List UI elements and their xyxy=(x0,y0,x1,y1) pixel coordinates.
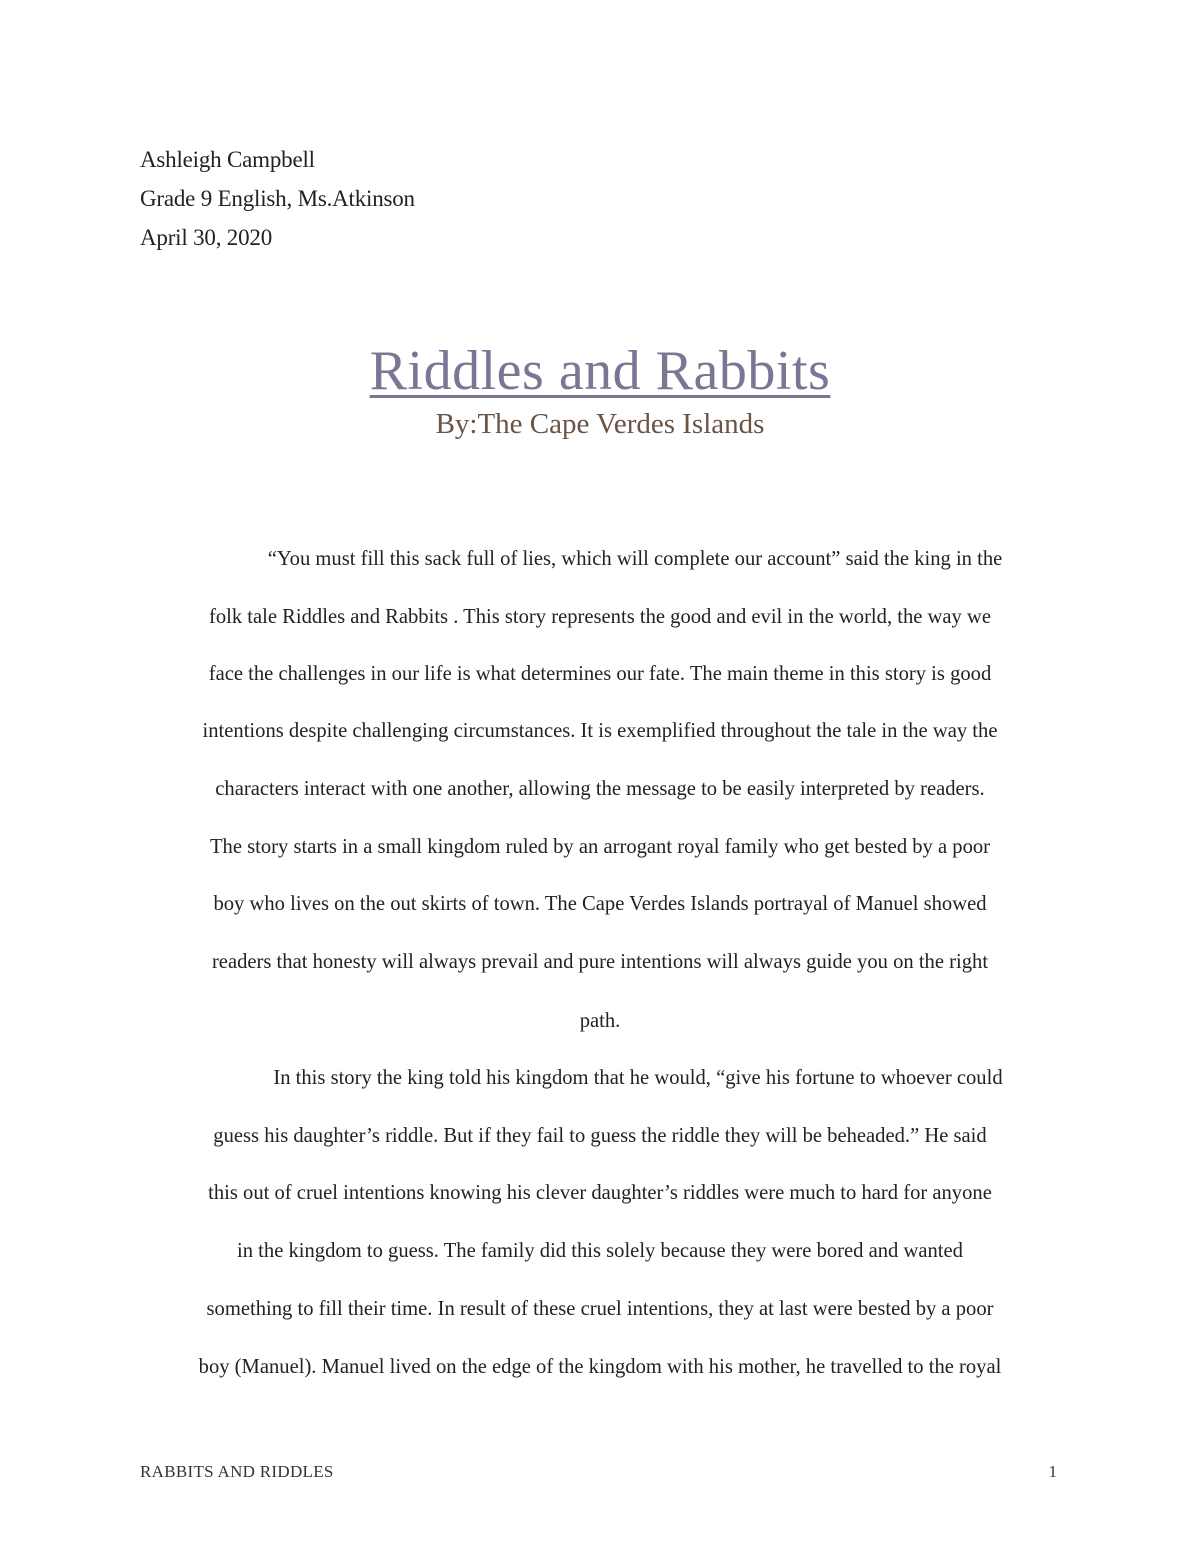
body-line: in the kingdom to guess. The family did this solely because they were bored and wanted xyxy=(237,1240,963,1262)
essay-date: April 30, 2020 xyxy=(140,225,272,250)
author-header xyxy=(140,140,415,257)
body-line: intentions despite challenging circumstances. It is exemplified throughout the tale in the way the xyxy=(202,720,998,742)
body-line: boy (Manuel). Manuel lived on the edge of the kingdom with his mother, he travelled to the royal xyxy=(198,1356,1002,1378)
body-line: something to fill their time. In result of these cruel intentions, they at last were bested by a poor xyxy=(206,1298,994,1320)
essay-subtitle: By:The Cape Verdes Islands xyxy=(435,408,765,440)
body-line: folk tale Riddles and Rabbits . This story represents the good and evil in the world, the way we xyxy=(208,606,992,628)
body-line: In this story the king told his kingdom that he would, “give his fortune to whoever could xyxy=(273,1067,1003,1089)
body-line: path. xyxy=(579,1010,621,1032)
body-line: this out of cruel intentions knowing his clever daughter’s riddles were much to hard for anyone xyxy=(208,1182,992,1204)
body-line: face the challenges in our life is what determines our fate. The main theme in this story is good xyxy=(208,663,992,685)
body-line: boy who lives on the out skirts of town. The Cape Verdes Islands portrayal of Manuel showed xyxy=(213,893,987,915)
body-line: guess his daughter’s riddle. But if they fail to guess the riddle they will be beheaded.” He said xyxy=(213,1125,987,1147)
page-number: 1 xyxy=(1048,1462,1057,1481)
course-name: Grade 9 English, Ms.Atkinson xyxy=(140,186,415,211)
body-line: readers that honesty will always prevail and pure intentions will always guide you on the right xyxy=(211,951,989,973)
body-line: The story starts in a small kingdom ruled by an arrogant royal family who get bested by a poor xyxy=(209,836,991,858)
essay-title: Riddles and Rabbits xyxy=(369,340,831,402)
running-head: RABBITS AND RIDDLES xyxy=(140,1462,334,1481)
body-line: characters interact with one another, allowing the message to be easily interpreted by readers. xyxy=(215,778,985,800)
author-name: Ashleigh Campbell xyxy=(140,147,315,172)
body-line: “You must fill this sack full of lies, which will complete our account” said the king in the xyxy=(267,548,1003,570)
